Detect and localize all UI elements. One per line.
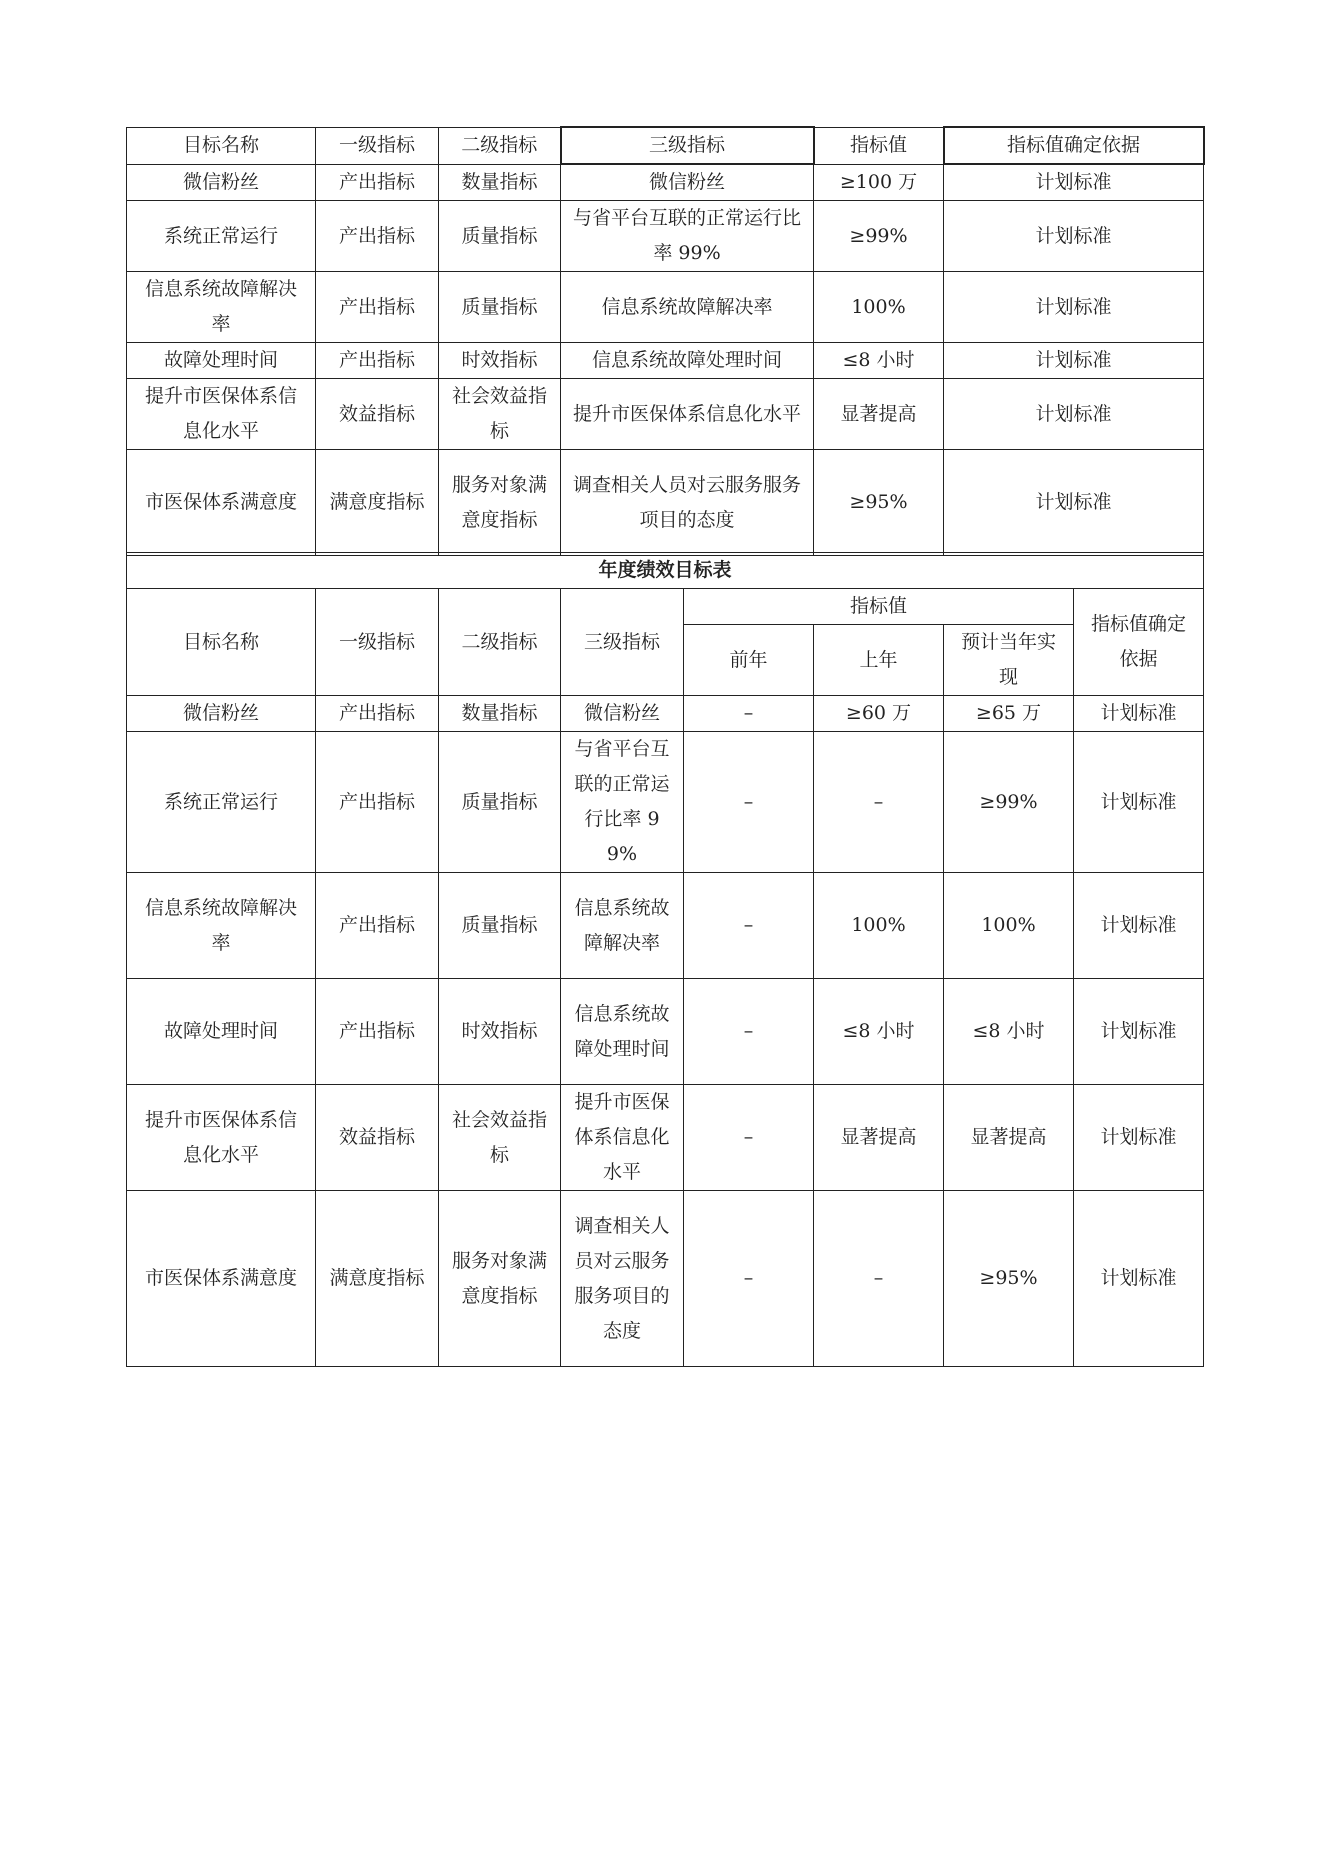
cell-target-name: 系统正常运行 [127, 201, 316, 272]
cell-prev-year: – [684, 1191, 814, 1367]
cell-expected: ≥95% [944, 1191, 1074, 1367]
cell-last-year: – [814, 1191, 944, 1367]
table-row [127, 979, 1204, 1085]
cell-basis: 计划标准 [1074, 1085, 1204, 1191]
cell-target-name: 市医保体系满意度 [127, 1191, 316, 1367]
cell-value: 100% [814, 272, 944, 343]
cell-prev-year: – [684, 732, 814, 873]
cell-level3: 微信粉丝 [561, 696, 684, 732]
cell-target-name: 故障处理时间 [127, 979, 316, 1085]
cell-prev-year: – [684, 873, 814, 979]
annual-table-body [127, 553, 1204, 1367]
cell-level1: 满意度指标 [316, 1191, 439, 1367]
header-level2: 二级指标 [439, 127, 561, 164]
cell-value: ≥99% [814, 201, 944, 272]
cell-level1: 满意度指标 [316, 450, 439, 556]
cell-expected: ≤8 小时 [944, 979, 1074, 1085]
cell-level2: 质量指标 [439, 201, 561, 272]
annual-performance-table [126, 552, 1204, 1367]
cell-level2: 服务对象满意度指标 [439, 1191, 561, 1367]
cell-target-name: 提升市医保体系信息化水平 [127, 1085, 316, 1191]
cell-basis: 计划标准 [944, 272, 1204, 343]
cell-expected: 100% [944, 873, 1074, 979]
cell-basis: 计划标准 [1074, 873, 1204, 979]
table-row [127, 343, 1204, 379]
header-value-group: 指标值 [684, 589, 1074, 625]
cell-level3: 信息系统故障处理时间 [561, 979, 684, 1085]
cell-value: ≥95% [814, 450, 944, 556]
cell-level2: 社会效益指标 [439, 379, 561, 450]
cell-target-name: 信息系统故障解决率 [127, 873, 316, 979]
cell-level3: 提升市医保体系信息化水平 [561, 1085, 684, 1191]
cell-level1: 产出指标 [316, 873, 439, 979]
table-row [127, 1085, 1204, 1191]
cell-last-year: 100% [814, 873, 944, 979]
cell-prev-year: – [684, 1085, 814, 1191]
cell-level3: 与省平台互联的正常运行比率 99% [561, 201, 814, 272]
table-title-row [127, 553, 1204, 589]
cell-target-name: 系统正常运行 [127, 732, 316, 873]
cell-level1: 效益指标 [316, 1085, 439, 1191]
table-row [127, 272, 1204, 343]
cell-level3: 信息系统故障解决率 [561, 272, 814, 343]
header-level3: 三级指标 [561, 589, 684, 696]
cell-expected: 显著提高 [944, 1085, 1074, 1191]
header-level3: 三级指标 [561, 127, 814, 164]
cell-level2: 质量指标 [439, 272, 561, 343]
cell-level1: 产出指标 [316, 201, 439, 272]
table-row [127, 379, 1204, 450]
cell-level3: 调查相关人员对云服务服务项目的态度 [561, 1191, 684, 1367]
cell-target-name: 提升市医保体系信息化水平 [127, 379, 316, 450]
header-level2: 二级指标 [439, 589, 561, 696]
cell-level1: 效益指标 [316, 379, 439, 450]
cell-target-name: 微信粉丝 [127, 164, 316, 201]
header-last-year: 上年 [814, 625, 944, 696]
table-row [127, 450, 1204, 556]
cell-target-name: 故障处理时间 [127, 343, 316, 379]
indicator-table-body [127, 127, 1204, 556]
cell-level3: 信息系统故障解决率 [561, 873, 684, 979]
cell-level1: 产出指标 [316, 272, 439, 343]
cell-basis: 计划标准 [1074, 1191, 1204, 1367]
cell-target-name: 市医保体系满意度 [127, 450, 316, 556]
header-prev-year: 前年 [684, 625, 814, 696]
table-header-row [127, 127, 1204, 164]
cell-level3: 调查相关人员对云服务服务项目的态度 [561, 450, 814, 556]
header-level1: 一级指标 [316, 127, 439, 164]
table-row [127, 696, 1204, 732]
header-basis: 指标值确定依据 [944, 127, 1204, 164]
cell-level2: 数量指标 [439, 164, 561, 201]
cell-basis: 计划标准 [944, 343, 1204, 379]
cell-expected: ≥65 万 [944, 696, 1074, 732]
cell-expected: ≥99% [944, 732, 1074, 873]
cell-basis: 计划标准 [944, 450, 1204, 556]
table-row [127, 201, 1204, 272]
table-row [127, 732, 1204, 873]
header-basis: 指标值确定依据 [1074, 589, 1204, 696]
cell-value: 显著提高 [814, 379, 944, 450]
cell-level3: 信息系统故障处理时间 [561, 343, 814, 379]
cell-level2: 数量指标 [439, 696, 561, 732]
cell-basis: 计划标准 [944, 201, 1204, 272]
cell-level3: 与省平台互联的正常运行比率 99% [561, 732, 684, 873]
header-level1: 一级指标 [316, 589, 439, 696]
cell-level3: 提升市医保体系信息化水平 [561, 379, 814, 450]
cell-level2: 时效指标 [439, 343, 561, 379]
cell-prev-year: – [684, 696, 814, 732]
cell-level2: 社会效益指标 [439, 1085, 561, 1191]
cell-last-year: ≥60 万 [814, 696, 944, 732]
cell-value: ≤8 小时 [814, 343, 944, 379]
cell-prev-year: – [684, 979, 814, 1085]
header-expected: 预计当年实现 [944, 625, 1074, 696]
cell-last-year: 显著提高 [814, 1085, 944, 1191]
cell-level1: 产出指标 [316, 732, 439, 873]
cell-basis: 计划标准 [1074, 696, 1204, 732]
cell-basis: 计划标准 [944, 164, 1204, 201]
cell-target-name: 信息系统故障解决率 [127, 272, 316, 343]
cell-level2: 服务对象满意度指标 [439, 450, 561, 556]
cell-level2: 时效指标 [439, 979, 561, 1085]
table-header-row [127, 589, 1204, 625]
table-title: 年度绩效目标表 [127, 553, 1204, 589]
cell-level3: 微信粉丝 [561, 164, 814, 201]
cell-level2: 质量指标 [439, 873, 561, 979]
cell-level1: 产出指标 [316, 696, 439, 732]
cell-level1: 产出指标 [316, 164, 439, 201]
header-value: 指标值 [814, 127, 944, 164]
cell-basis: 计划标准 [944, 379, 1204, 450]
cell-level1: 产出指标 [316, 979, 439, 1085]
table-row [127, 873, 1204, 979]
header-target-name: 目标名称 [127, 127, 316, 164]
cell-basis: 计划标准 [1074, 732, 1204, 873]
cell-last-year: ≤8 小时 [814, 979, 944, 1085]
table-row [127, 1191, 1204, 1367]
indicator-table [126, 126, 1205, 556]
cell-value: ≥100 万 [814, 164, 944, 201]
cell-level1: 产出指标 [316, 343, 439, 379]
cell-level2: 质量指标 [439, 732, 561, 873]
cell-target-name: 微信粉丝 [127, 696, 316, 732]
table-row [127, 164, 1204, 201]
header-target-name: 目标名称 [127, 589, 316, 696]
cell-basis: 计划标准 [1074, 979, 1204, 1085]
cell-last-year: – [814, 732, 944, 873]
